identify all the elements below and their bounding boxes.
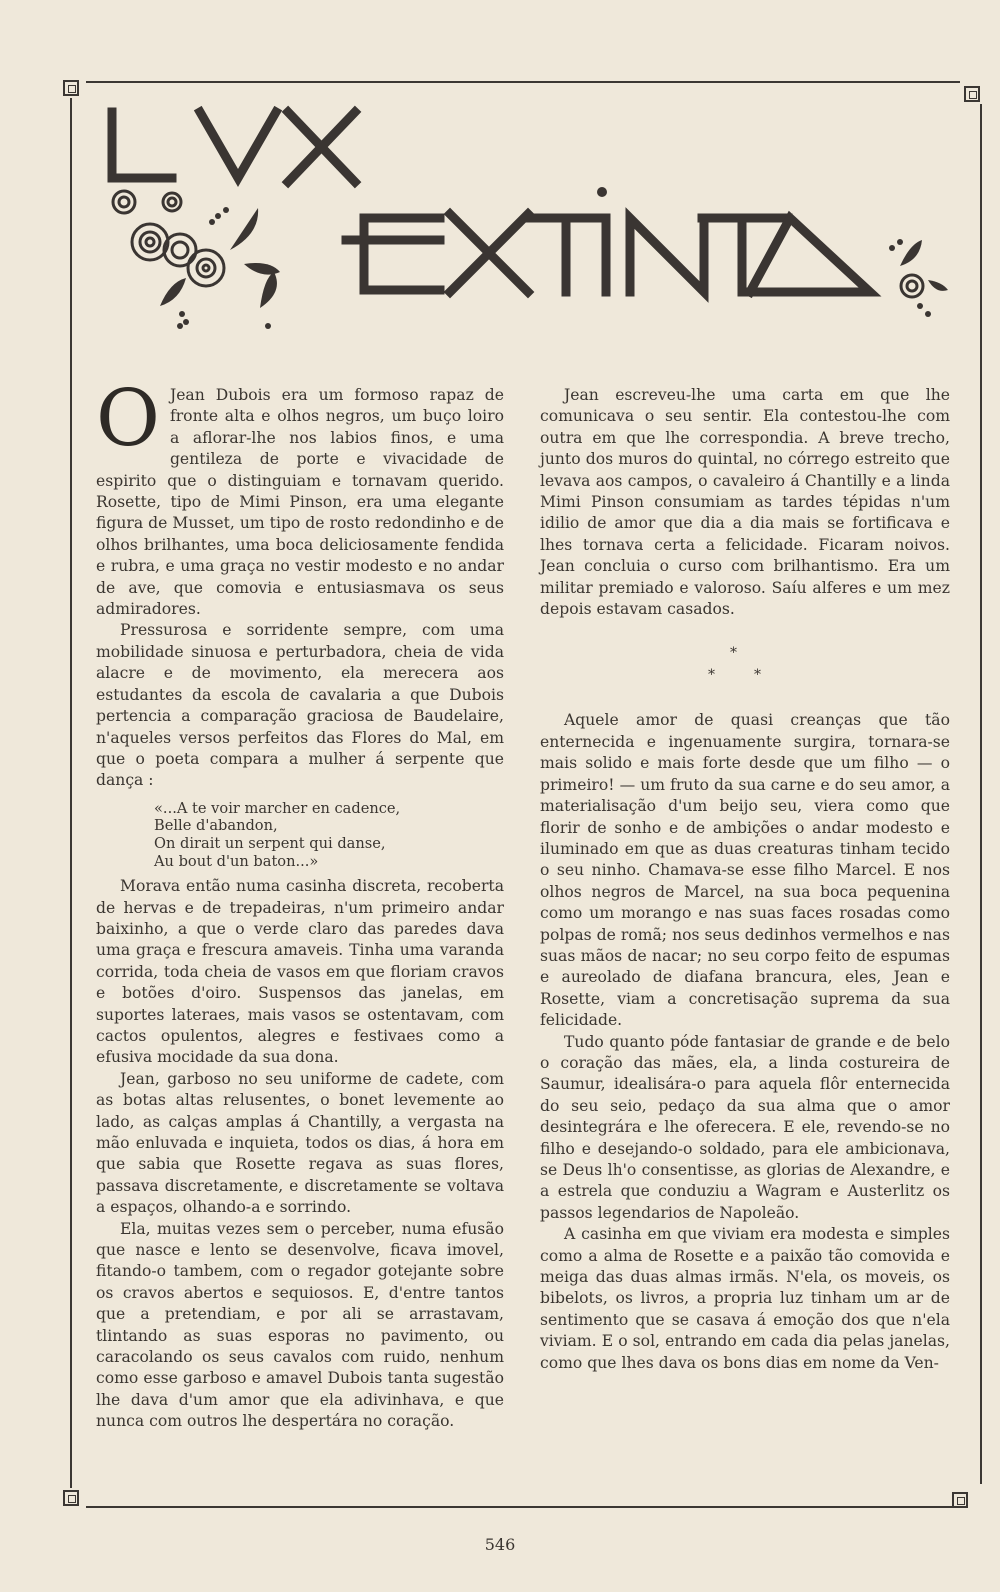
frame-top-rule [86, 81, 960, 83]
paragraph: Jean escreveu-lhe uma carta em que lhe comunicava o seu sentir. Ela contestou-lhe com outra em que lhe correspondia. A breve trecho, junto dos muros do quintal, no córrego estreito que levava aos campos, o cavaleiro á Chantilly e a linda Mimi Pinson consumiam as tardes tépidas n'um idilio de amor que dia a dia mais se fortificava e lhes tornava certa a felicidade. Ficaram noivos. Jean concluia o curso com brilhantismo. Era um militar premiado e valoroso. Saíu alferes e um mez depois estavam casados. [540, 386, 950, 619]
section-break-asterism [540, 634, 950, 696]
paragraph: Jean Dubois era um formoso rapaz de fronte alta e olhos negros, um buço loiro a aflorar-lhe nos labios finos, e uma gentileza de porte e vivacidade de espirito que o distinguiam e tornavam querido. Rosette, tipo de Mimi Pinson, era uma elegante figura de Musset, um tipo de rosto redondinho e de olhos brilhantes, uma boca deliciosamente fendida e rubra, e uma graça no vestir modesto e no andar de ave, que comovia e entusiasmava os seus admiradores. [96, 386, 504, 619]
paragraph: Ela, muitas vezes sem o perceber, numa efusão que nasce e lento se desenvolve, ficava imovel, fitando-o tambem, com o regador gotejante sobre os cravos abertos e sequiosos. E, d'entre tantos que a pretendiam, e por ali se arrastavam, tlintando as suas esporas no pavimento, ou caracolando os seus cavalos com ruido, nenhum como esse garboso e amavel Dubois tanta sugestão lhe dava d'um amor que ela adivinhava, e que nunca com outros lhe despertára no coração. [96, 1219, 504, 1431]
verse-quote [154, 800, 504, 870]
frame-right-rule [980, 104, 982, 1484]
corner-ornament-bottom-right [952, 1492, 968, 1508]
verse-line: Au bout d'un baton...» [154, 852, 319, 870]
verse-line: Belle d'abandon, [154, 817, 278, 835]
paragraph: Jean, garboso no seu uniforme de cadete, com as botas altas relusentes, o bonet levemente ao lado, as calças amplas á Chantilly, a vergasta na mão enluvada e inquieta, todos os dias, á hora em que sabia que Rosette regava as suas flores, passava discretamente, e discretamente se voltava a espaços, olhando-a e sorrindo. [96, 1069, 504, 1217]
corner-ornament-top-left [63, 80, 79, 96]
verse-line: «...A te voir marcher en cadence, [154, 799, 401, 817]
title-lettering-svg [100, 100, 960, 345]
asterisk: * [730, 645, 737, 662]
page-number: 546 [484, 1535, 516, 1554]
paragraph: Tudo quanto póde fantasiar de grande e de belo o coração das mães, ela, a linda costureira de Saumur, idealisára-o para aquela flôr enternecida do seu seio, pedaço da sua alma que o amor desintegrára e lhe oferecera. E ele, revendo-se no filho e desejando-o soldado, para ele ambicionava, se Deus lh'o consentisse, as glorias de Alexandre, e a estrela que conduziu a Wagram e Austerlitz os passos legendarios de Napoleão. [540, 1032, 950, 1222]
asterisk: * [754, 667, 761, 684]
paragraph: Aquele amor de quasi creanças que tão enternecida e ingenuamente surgira, tornara-se mais solido e mais forte desde que um filho — o primeiro! — um fruto da sua carne e do seu amor, a materialisação d'um beijo seu, viera como que florir de sonho e de ambições o andar modesto e iluminado em que as duas creaturas tinham tecido o seu ninho. Chamava-se esse filho Marcel. E nos olhos negros de Marcel, na sua boca pequenina como um morango e nas suas faces rosadas como polpas de romã; nos seus dedinhos vermelhos e nas suas mãos de nacar; no seu corpo feito de espumas e aureolado de diafana brancura, eles, Jean e Rosette, viam a concretisação suprema da sua felicidade. [540, 711, 950, 1030]
frame-bottom-rule [86, 1506, 960, 1508]
drop-cap: O [96, 374, 160, 464]
corner-ornament-bottom-left [63, 1490, 79, 1506]
verse-line: On dirait un serpent qui danse, [154, 834, 386, 852]
opening-paragraph-block [96, 374, 504, 620]
frame-left-rule [70, 98, 72, 1488]
paragraph: Pressurosa e sorridente sempre, com uma mobilidade sinuosa e perturbadora, cheia de vida alacre e de movimento, ela merecera aos estudantes da escola de cavalaria a que Dubois pertencia a comparação graciosa de Baudelaire, n'aqueles versos perfeitos das Flores do Mal, em que o poeta compara a mulher á serpente que dança : [96, 621, 504, 790]
paragraph: A casinha em que viviam era modesta e simples como a alma de Rosette e a paixão tão comovida e meiga das duas almas irmãs. N'ela, os moveis, os bibelots, os livros, a propria luz tinham um ar de sentimento que se casava á emoção dos que n'ela viviam. E o sol, entrando em cada dia pelas janelas, como que lhes dava os bons dias em nome da Ven- [540, 1225, 950, 1372]
corner-ornament-top-right [964, 86, 980, 102]
asterisk: * [708, 667, 715, 684]
article-title [100, 100, 960, 345]
paragraph: Morava então numa casinha discreta, recoberta de hervas e de trepadeiras, n'um primeiro andar baixinho, a que o verde claro das paredes dava uma graça e frescura amaveis. Tinha uma varanda corrida, toda cheia de vasos em que floriam cravos e botões d'oiro. Suspensos das janelas, em suportes lateraes, mais vasos se ostentavam, com cactos opulentos, alegres e festivaes como a efusiva mocidade da sua dona. [96, 877, 504, 1067]
text-column-right [540, 385, 950, 1374]
text-column-left [96, 374, 504, 1433]
